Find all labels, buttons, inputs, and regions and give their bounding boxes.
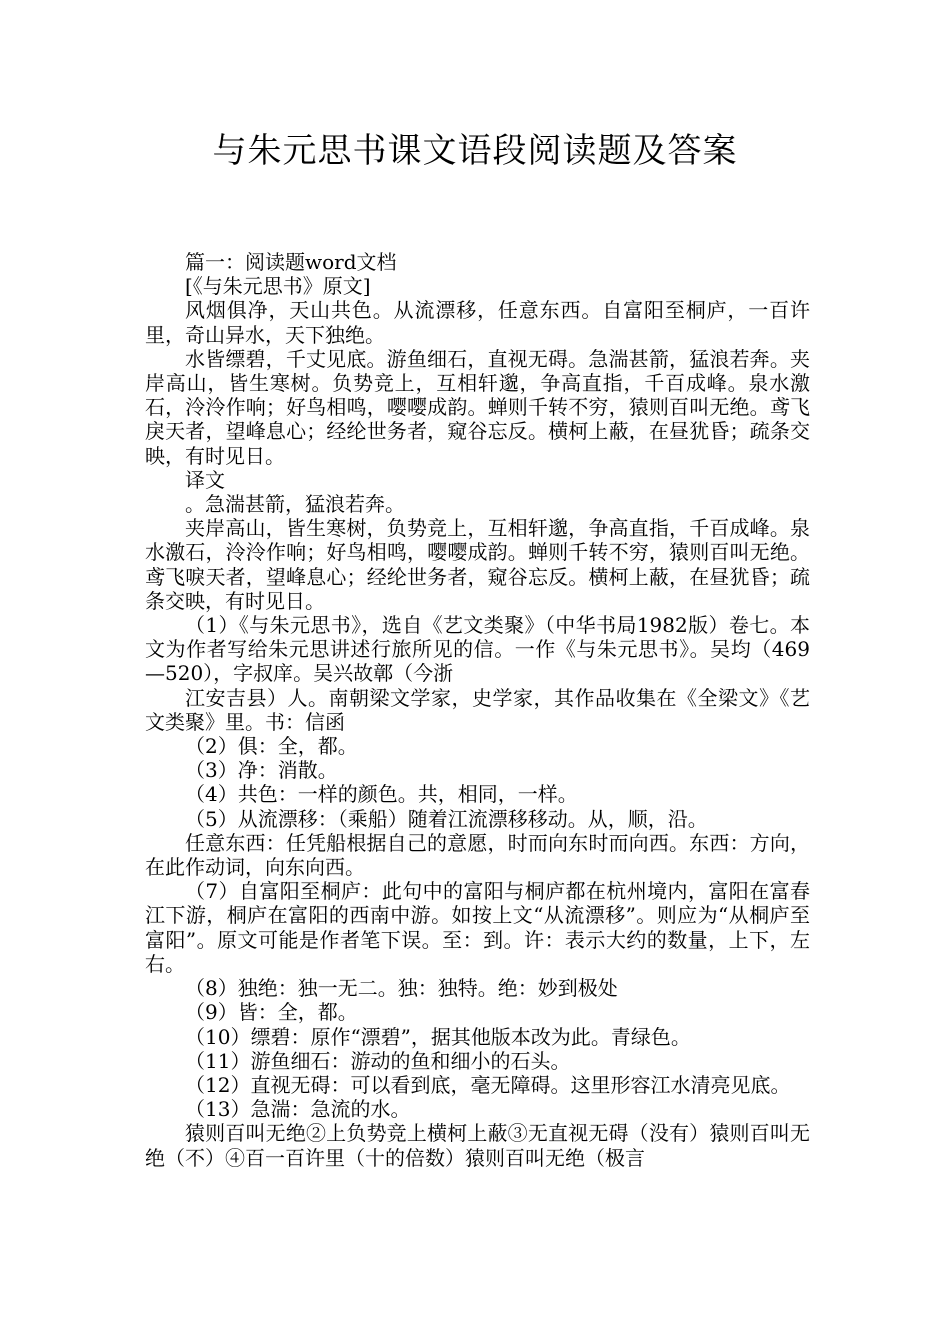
paragraph: 译文 [185,467,225,492]
paragraph: [《与朱元思书》原文] [185,274,371,299]
paragraph: 猿则百叫无绝②上负势竞上横柯上蔽③无直视无碍（没有）猿则百叫无绝（不）④百一百许里（十的倍数）猿则百叫无绝（极言 [145,1121,810,1170]
paragraph: （12）直视无碍：可以看到底，毫无障碍。这里形容江水清亮见底。 [185,1072,791,1097]
paragraph: （9）皆：全，都。 [185,1000,358,1025]
paragraph: （8）独绝：独一无二。独：独特。绝：妙到极处 [185,976,618,1001]
paragraph: （3）净：消散。 [185,758,338,783]
paragraph: （10）缥碧：原作“漂碧”，据其他版本改为此。青绿色。 [185,1024,691,1049]
paragraph: （4）共色：一样的颜色。共，相同，一样。 [185,782,578,807]
document-title: 与朱元思书课文语段阅读题及答案 [212,131,738,171]
paragraph: 篇一：阅读题word文档 [185,250,397,274]
paragraph: 风烟俱净，天山共色。从流漂移，任意东西。自富阳至桐庐，一百许里，奇山异水，天下独绝。 [145,298,810,347]
paragraph: 江安吉县）人。南朝梁文学家，史学家，其作品收集在《全梁文》《艺文类聚》里。书：信函 [145,685,810,734]
paragraph: （5）从流漂移：（乘船）随着江流漂移移动。从，顺，沿。 [185,806,708,831]
paragraph: 任意东西：任凭船根据自己的意愿，时而向东时而向西。东西：方向，在此作动词，向东向西。 [145,830,810,880]
paragraph: （7）自富阳至桐庐：此句中的富阳与桐庐都在杭州境内，富阳在富春江下游，桐庐在富阳的西南中游。如按上文“从流漂移”。则应为“从桐庐至富阳”。原文可能是作者笔下误。至：到。许：表示大约的数量，上下，左右。 [145,879,810,976]
document-body [145,250,810,1170]
paragraph: （13）急湍：急流的水。 [185,1097,411,1122]
paragraph: 。急湍甚箭，猛浪若奔。 [185,492,405,517]
paragraph: （11）游鱼细石：游动的鱼和细小的石头。 [185,1048,571,1073]
paragraph: （2）俱：全，都。 [185,734,358,759]
paragraph: 夹岸高山，皆生寒树，负势竞上，互相轩邈，争高直指，千百成峰。泉水激石，泠泠作响；好鸟相鸣，嘤嘤成韵。蝉则千转不穷，猿则百叫无绝。鸢飞唳天者，望峰息心；经纶世务者，窥谷忘反。横柯上蔽，在昼犹昏；疏条交映，有时见日。 [145,516,810,613]
paragraph: 水皆缥碧，千丈见底。游鱼细石，直视无碍。急湍甚箭，猛浪若奔。夹岸高山，皆生寒树。负势竞上，互相轩邈，争高直指，千百成峰。泉水激石，泠泠作响；好鸟相鸣，嘤嘤成韵。蝉则千转不穷，猿则百叫无绝。鸢飞戾天者，望峰息心；经纶世务者，窥谷忘反。横柯上蔽，在昼犹昏；疏条交映，有时见日。 [145,346,810,468]
paragraph: （1）《与朱元思书》，选自《艺文类聚》（中华书局1982版）卷七。本文为作者写给朱元思讲述行旅所见的信。一作《与朱元思书》。吴均（469—520），字叔庠。吴兴故鄣（今浙 [145,613,810,686]
